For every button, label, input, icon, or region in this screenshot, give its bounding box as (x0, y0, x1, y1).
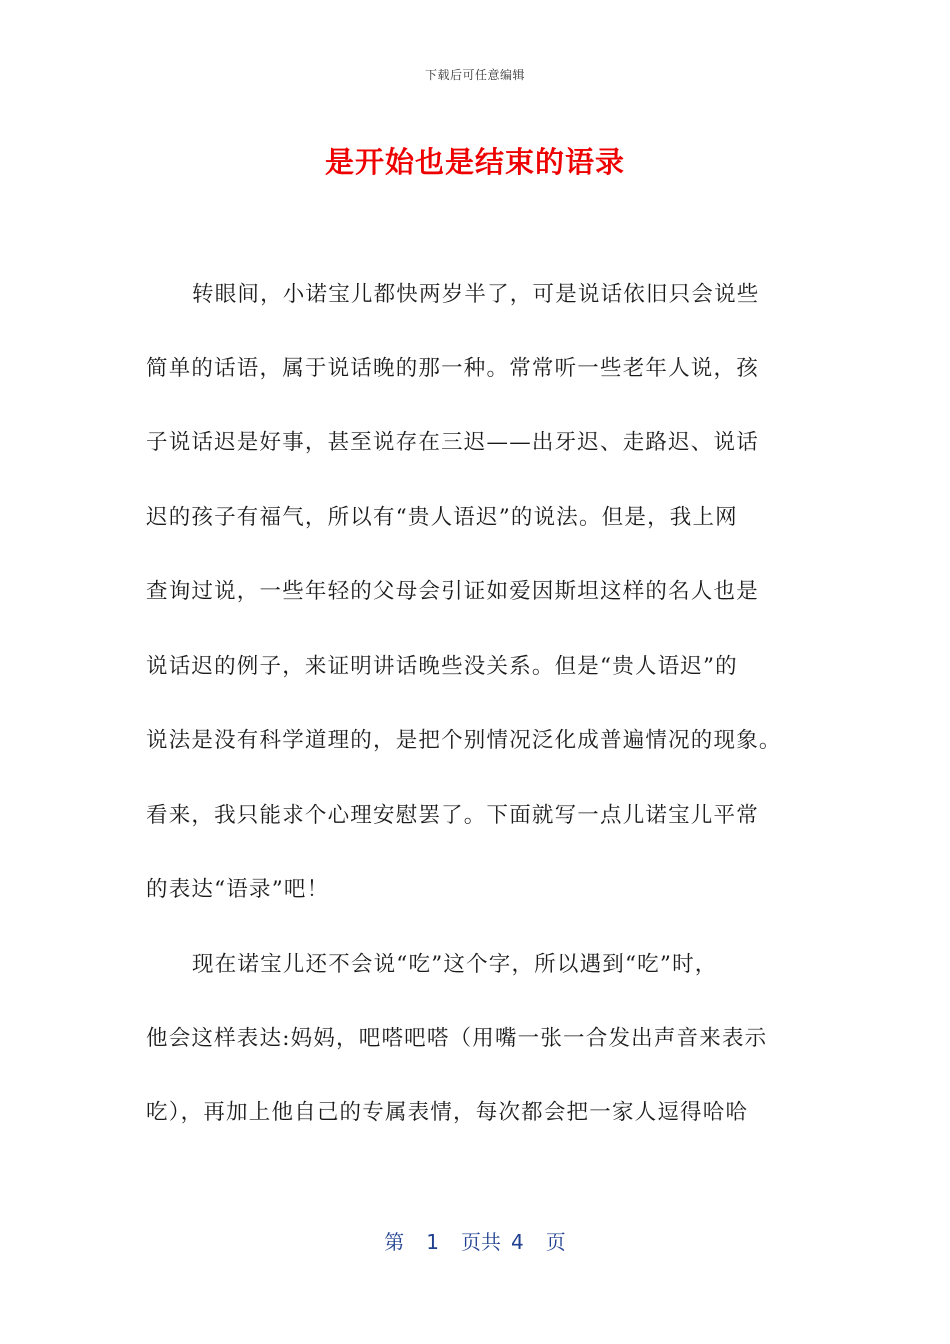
footer-page-prefix: 第 (384, 1230, 405, 1254)
footer-page-mid: 页共 (461, 1230, 501, 1254)
header-note: 下载后可任意编辑 (424, 68, 525, 82)
paragraph-line: 子说话迟是好事，甚至说存在三迟——出牙迟、走路迟、说话 (146, 430, 759, 455)
paragraph-line: 查询过说，一些年轻的父母会引证如爱因斯坦这样的名人也是 (146, 579, 759, 604)
page-footer (0, 1226, 950, 1255)
paragraph-line: 说法是没有科学道理的，是把个别情况泛化成普遍情况的现象。 (146, 728, 782, 753)
paragraph-line: 转眼间，小诺宝儿都快两岁半了，可是说话依旧只会说些 (192, 282, 760, 307)
paragraph-line: 简单的话语，属于说话晚的那一种。常常听一些老年人说，孩 (146, 356, 759, 381)
footer-page-suffix: 页 (545, 1230, 566, 1254)
paragraph-line: 现在诺宝儿还不会说“吃”这个字，所以遇到“吃”时， (192, 952, 718, 977)
footer-total-pages: 4 (511, 1230, 524, 1254)
paragraph-line: 迟的孩子有福气，所以有“贵人语迟”的说法。但是，我上网 (146, 505, 738, 530)
paragraph-line: 吃），再加上他自己的专属表情，每次都会把一家人逗得哈哈 (146, 1100, 749, 1125)
paragraph-line: 他会这样表达:妈妈，吧嗒吧嗒（用嘴一张一合发出声音来表示 (146, 1026, 768, 1051)
paragraph-line: 说话迟的例子，来证明讲话晚些没关系。但是“贵人语迟”的 (146, 654, 738, 679)
paragraph-line: 的表达“语录”吧！ (146, 877, 330, 902)
document-title: 是开始也是结束的语录 (324, 145, 625, 179)
paragraph-line: 看来，我只能求个心理安慰罢了。下面就写一点儿诺宝儿平常 (146, 803, 759, 828)
footer-current-page: 1 (426, 1230, 439, 1254)
